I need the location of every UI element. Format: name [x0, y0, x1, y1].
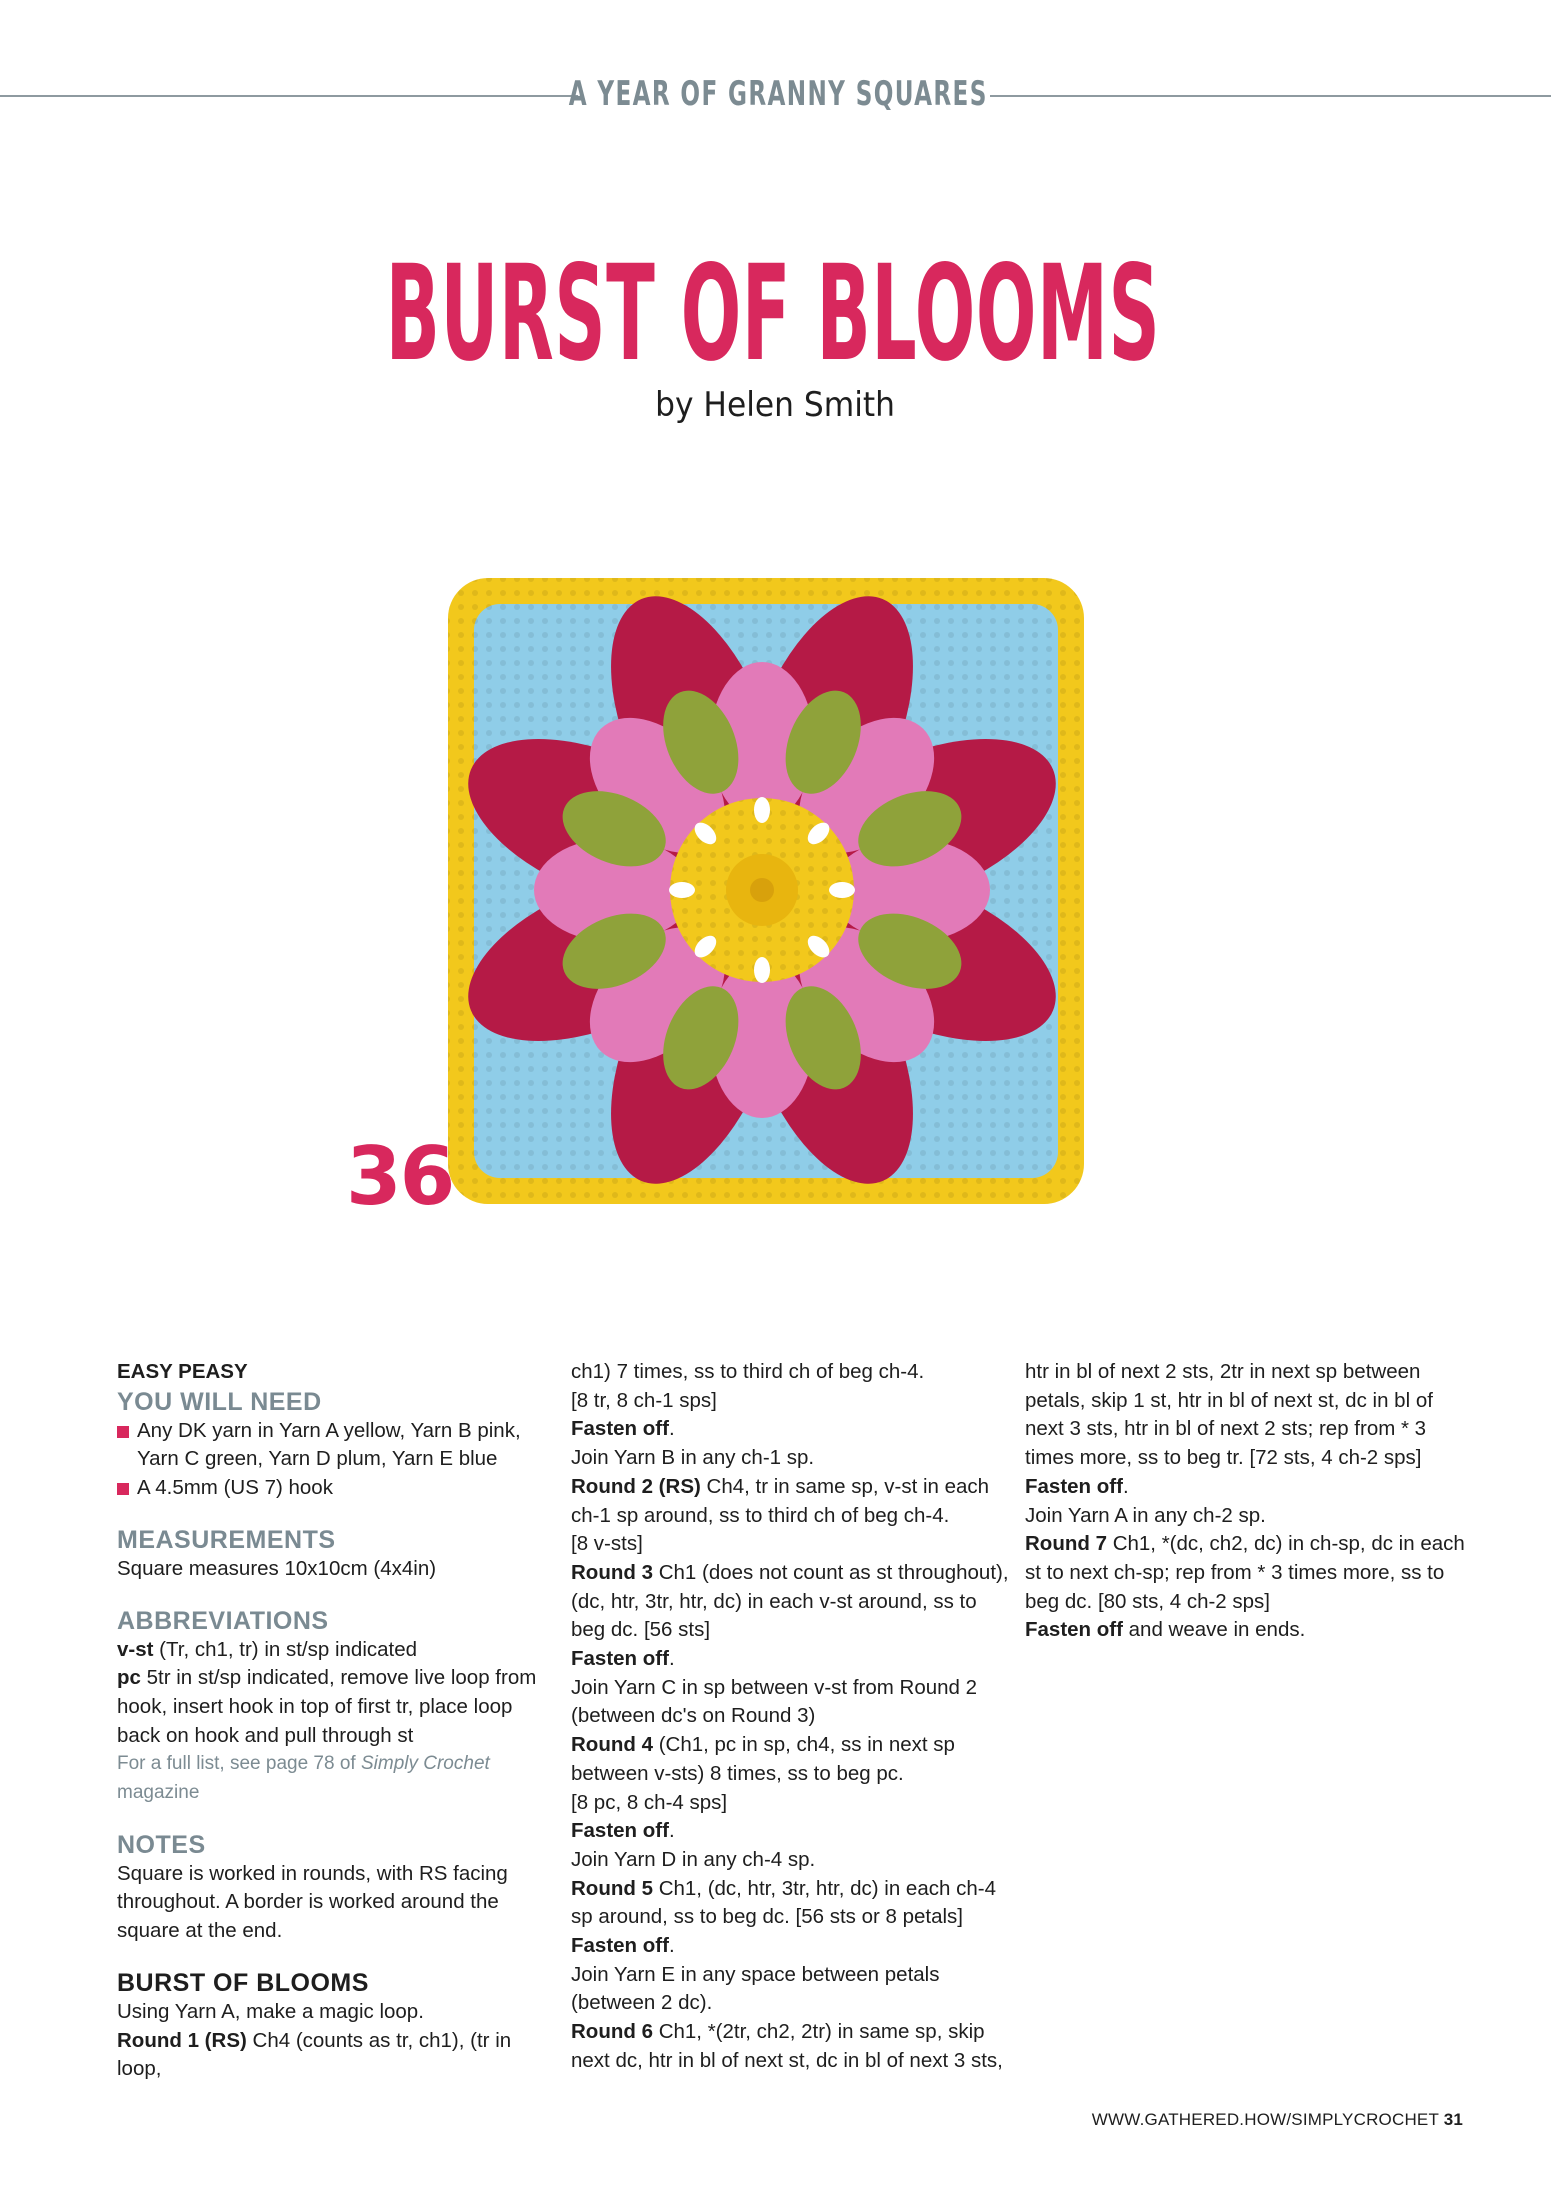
- round-3: Round 3 Ch1 (does not count as st throughout), (dc, htr, 3tr, htr, dc) in each v-st around, ss to beg dc. [56 sts]: [571, 1560, 1009, 1642]
- abbreviations-note: For a full list, see page 78 of Simply Crochet magazine: [117, 1753, 490, 1804]
- page-number: 31: [1443, 2110, 1463, 2129]
- pattern-intro: Using Yarn A, make a magic loop.: [117, 1999, 424, 2023]
- column-3: [1025, 1358, 1465, 1645]
- pattern-number: 36: [346, 1130, 454, 1223]
- join-yarn-b: Join Yarn B in any ch-1 sp.: [571, 1446, 815, 1470]
- fasten-off: Fasten off.: [571, 1417, 675, 1441]
- footer-url: WWW.GATHERED.HOW/SIMPLYCROCHET: [1091, 2110, 1439, 2129]
- fasten-off: Fasten off.: [1025, 1474, 1129, 1498]
- abbreviation-item: v-st (Tr, ch1, tr) in st/sp indicated: [117, 1637, 418, 1661]
- round-1: Round 1 (RS) Ch4 (counts as tr, ch1), (tr in loop,: [117, 2028, 512, 2081]
- fasten-off: Fasten off.: [571, 1819, 675, 1843]
- round-4-count: [8 pc, 8 ch-4 sps]: [571, 1790, 728, 1814]
- page-title: BURST OF BLOOMS: [385, 237, 1161, 391]
- you-will-need-heading: YOU WILL NEED: [117, 1387, 322, 1416]
- round-5: Round 5 Ch1, (dc, htr, 3tr, htr, dc) in each ch-4 sp around, ss to beg dc. [56 sts or 8 petals]: [571, 1876, 996, 1929]
- bullet-square-icon: [117, 1426, 129, 1438]
- join-yarn-d: Join Yarn D in any ch-4 sp.: [571, 1847, 816, 1871]
- round-1-continued: ch1) 7 times, ss to third ch of beg ch-4.: [571, 1360, 925, 1383]
- notes-text: Square is worked in rounds, with RS facing throughout. A border is worked around the square at the end.: [117, 1861, 508, 1943]
- round-7: Round 7 Ch1, *(dc, ch2, dc) in ch-sp, dc in each st to next ch-sp; rep from * 3 times more, ss to beg dc. [80 sts, 4 ch-2 sps]: [1025, 1532, 1465, 1613]
- bullet-square-icon: [117, 1483, 129, 1495]
- difficulty-label: EASY PEASY: [117, 1360, 248, 1383]
- column-2: [571, 1358, 1011, 2076]
- column-1: [117, 1358, 547, 2084]
- join-yarn-e: Join Yarn E in any space between petals (between 2 dc).: [571, 1962, 940, 2015]
- abbreviations-heading: ABBREVIATIONS: [117, 1606, 329, 1635]
- join-yarn-c: Join Yarn C in sp between v-st from Round 2 (between dc's on Round 3): [571, 1675, 978, 1728]
- round-6-continued: htr in bl of next 2 sts, 2tr in next sp between petals, skip 1 st, htr in bl of next st, dc in bl of next 3 sts, htr in bl of next 2 sts; rep from * 3 times more, ss to beg tr. [72 sts, 4 ch-2 sps]: [1025, 1360, 1433, 1470]
- granny-square-image: [440, 572, 1092, 1212]
- pattern-heading: BURST OF BLOOMS: [117, 1968, 369, 1997]
- join-yarn-a: Join Yarn A in any ch-2 sp.: [1025, 1503, 1266, 1527]
- page-footer: [1092, 2110, 1463, 2130]
- round-4: Round 4 (Ch1, pc in sp, ch4, ss in next sp between v-sts) 8 times, ss to beg pc.: [571, 1733, 955, 1785]
- fasten-off: Fasten off.: [571, 1647, 675, 1671]
- abbreviation-item: pc 5tr in st/sp indicated, remove live loop from hook, insert hook in top of first tr, place loop back on hook and pull through st: [117, 1666, 537, 1747]
- need-item: Any DK yarn in Yarn A yellow, Yarn B pink, Yarn C green, Yarn D plum, Yarn E blue: [117, 1417, 547, 1474]
- round-2: Round 2 (RS) Ch4, tr in same sp, v-st in each ch-1 sp around, ss to third ch of beg ch-4.: [571, 1474, 990, 1527]
- need-item: A 4.5mm (US 7) hook: [117, 1474, 547, 1503]
- round-1-count: [8 tr, 8 ch-1 sps]: [571, 1388, 717, 1412]
- notes-heading: NOTES: [117, 1830, 206, 1859]
- round-6: Round 6 Ch1, *(2tr, ch2, 2tr) in same sp, skip next dc, htr in bl of next st, dc in bl of next 3 sts,: [571, 2020, 1003, 2072]
- final-fasten-off: Fasten off and weave in ends.: [1025, 1618, 1306, 1642]
- measurements-text: Square measures 10x10cm (4x4in): [117, 1556, 437, 1580]
- round-2-count: [8 v-sts]: [571, 1532, 643, 1556]
- byline: by Helen Smith: [655, 385, 896, 425]
- running-head: A YEAR OF GRANNY SQUARES: [568, 74, 988, 114]
- measurements-heading: MEASUREMENTS: [117, 1525, 336, 1554]
- fasten-off: Fasten off.: [571, 1934, 675, 1958]
